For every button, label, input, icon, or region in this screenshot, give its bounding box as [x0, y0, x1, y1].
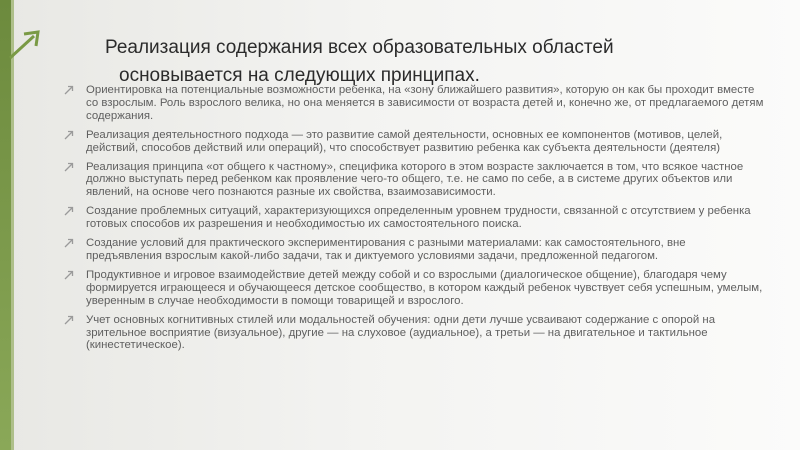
- list-item-text: Реализация деятельностного подхода — это развитие самой деятельности, основных ее компонентов (мотивов, целей, действий, способов действий или операций), что способствует развитию ребенка как субъекта деятельности (деятеля): [86, 128, 723, 154]
- list-item: [64, 269, 764, 308]
- list-item: [64, 161, 764, 200]
- list-item-text: Продуктивное и игровое взаимодействие детей между собой и со взрослыми (диалогическое общение), благодаря чему формируется играющееся и обучающееся детское сообщество, в котором каждый ребенок чувствует себя успешным, умелым, уверенным в случае необходимости в помощи товарищей и взрослого.: [86, 268, 763, 307]
- title-line-1: Реализация содержания всех образовательных областей: [105, 37, 614, 58]
- slide-edge-accent: [11, 0, 14, 450]
- arrow-bullet-icon: [64, 162, 74, 172]
- principles-list: [64, 84, 764, 358]
- arrow-bullet-icon: [64, 315, 74, 325]
- title-line-2: основывается на следующих принципах.: [119, 65, 480, 86]
- list-item-text: Реализация принципа «от общего к частному», специфика которого в этом возрасте заключается в том, что всякое частное должно выступать перед ребенком как проявление чего-то общего, т.е. не само по себе, а в системе других объектов или явлений, на основе чего познаются разные их свойства, взаимозависимости.: [86, 160, 744, 199]
- arrow-bullet-icon: [64, 270, 74, 280]
- arrow-bullet-icon: [64, 130, 74, 140]
- list-item-text: Ориентировка на потенциальные возможности ребенка, на «зону ближайшего развития», которую он как бы проходит вместе со взрослым. Роль взрослого велика, но она меняется в зависимости от возраста детей и, конечно же, от предлагаемого детям содержания.: [86, 84, 764, 122]
- slide-edge-bar: [0, 0, 11, 450]
- list-item: [64, 129, 764, 155]
- arrow-bullet-icon: [64, 206, 74, 216]
- title-arrow-icon: [8, 30, 42, 60]
- arrow-bullet-icon: [64, 85, 74, 95]
- list-item: [64, 205, 764, 231]
- arrow-bullet-icon: [64, 238, 74, 248]
- list-item-text: Создание условий для практического экспериментирования с разными материалами: как самостоятельного, вне предъявления взрослым какой-либо задачи, так и диктуемого условиями задачи, предложенной педагогом.: [86, 237, 686, 262]
- list-item: [64, 314, 764, 353]
- slide-title: [105, 34, 785, 90]
- list-item: [64, 237, 764, 263]
- list-item-text: Учет основных когнитивных стилей или модальностей обучения: одни дети лучше усваивают содержание с опорой на зрительное восприятие (визуальное), другие — на слуховое (аудиальное), а третьи — на двигательное и тактильное (кинестетическое).: [86, 313, 716, 352]
- list-item-text: Создание проблемных ситуаций, характеризующихся определенным уровнем трудности, связанной с отсутствием у ребенка готовых способов их разрешения и необходимостью их самостоятельного поиска.: [86, 205, 751, 231]
- list-item: [64, 84, 764, 123]
